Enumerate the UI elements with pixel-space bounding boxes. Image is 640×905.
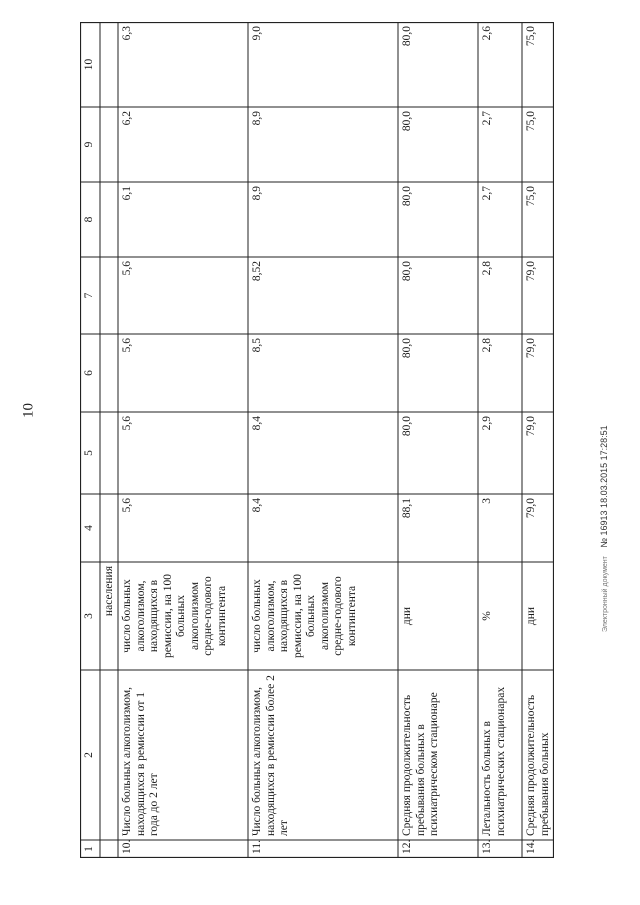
value-cell: 5,6 (121, 261, 133, 276)
value-cell: 5,6 (121, 416, 133, 431)
row-number: 13. (481, 839, 493, 854)
value-cell: 2,7 (481, 186, 493, 201)
column-header-5: 5 (83, 450, 95, 456)
value-cell: 6,2 (121, 111, 133, 126)
column-header-2: 2 (83, 752, 95, 758)
value-cell: 2,8 (481, 338, 493, 353)
row-number: 10. (121, 839, 133, 854)
value-cell: 80,0 (401, 416, 413, 437)
value-cell: 8,5 (251, 338, 263, 353)
value-cell: 79,0 (525, 261, 537, 282)
value-cell: 8,9 (251, 186, 263, 201)
document-footer (599, 372, 613, 632)
value-cell: 80,0 (401, 261, 413, 282)
value-cell: 75,0 (525, 26, 537, 47)
row-number: 14. (525, 839, 537, 854)
unit-of-measure: число больных алкоголизмом, находящихся в ремиссии, на 100 больных алкоголизмом средне-годового контингента (251, 574, 358, 658)
value-cell: 2,8 (481, 261, 493, 276)
indicator-name: Средняя продолжительность пребывания больных (525, 694, 551, 836)
unit-of-measure: % (481, 611, 493, 621)
value-cell: 79,0 (525, 498, 537, 519)
value-cell: 8,9 (251, 111, 263, 126)
value-cell: 6,1 (121, 186, 133, 201)
column-header-8: 8 (83, 216, 95, 223)
unit-of-measure: число больных алкоголизмом, находящихся в ремиссии, на 100 больных алкоголизмом средне-годового контингента (121, 574, 228, 658)
document-id: № 16913 18.03.2015 17:28:51 (599, 425, 609, 548)
unit-of-measure: дни (525, 606, 537, 626)
electronic-stamp: Электронный документ (602, 556, 609, 632)
value-cell: 79,0 (525, 416, 537, 437)
carry-over-unit: населения (103, 566, 115, 617)
value-cell: 2,7 (481, 111, 493, 126)
value-cell: 79,0 (525, 338, 537, 359)
value-cell: 8,52 (251, 261, 263, 282)
indicator-table (80, 22, 554, 858)
value-cell: 2,9 (481, 416, 493, 431)
unit-of-measure: дни (401, 606, 413, 626)
value-cell: 75,0 (525, 111, 537, 132)
indicator-name: Средняя продолжительность пребывания больных в психиатрическом стационаре (401, 692, 440, 836)
value-cell: 88,1 (401, 498, 413, 519)
column-header-3: 3 (83, 613, 95, 619)
row-number: 12. (401, 839, 413, 854)
column-header-7: 7 (83, 292, 95, 299)
value-cell: 80,0 (401, 338, 413, 359)
column-header-9: 9 (83, 141, 95, 148)
value-cell: 9,0 (251, 26, 263, 41)
column-header-10: 10 (83, 58, 95, 71)
indicator-name: Число больных алкоголизмом, находящихся в ремиссии более 2 лет (251, 675, 290, 836)
value-cell: 80,0 (401, 26, 413, 47)
value-cell: 80,0 (401, 186, 413, 207)
indicator-name: Число больных алкоголизмом, находящихся в ремиссии от 1 года до 2 лет (121, 687, 160, 836)
value-cell: 8,4 (251, 416, 263, 431)
value-cell: 80,0 (401, 111, 413, 132)
column-header-4: 4 (83, 525, 95, 531)
value-cell: 6,3 (121, 26, 133, 41)
value-cell: 3 (481, 498, 493, 504)
value-cell: 8,4 (251, 498, 263, 513)
value-cell: 5,6 (121, 498, 133, 513)
value-cell: 5,6 (121, 338, 133, 353)
column-header-6: 6 (83, 370, 95, 376)
page-number: 10 (20, 403, 37, 418)
column-header-1: 1 (83, 846, 95, 852)
indicator-name: Летальность больных в психиатрических стационарах (481, 686, 507, 836)
value-cell: 2,6 (481, 26, 493, 41)
row-number: 11. (251, 840, 263, 854)
value-cell: 75,0 (525, 186, 537, 207)
